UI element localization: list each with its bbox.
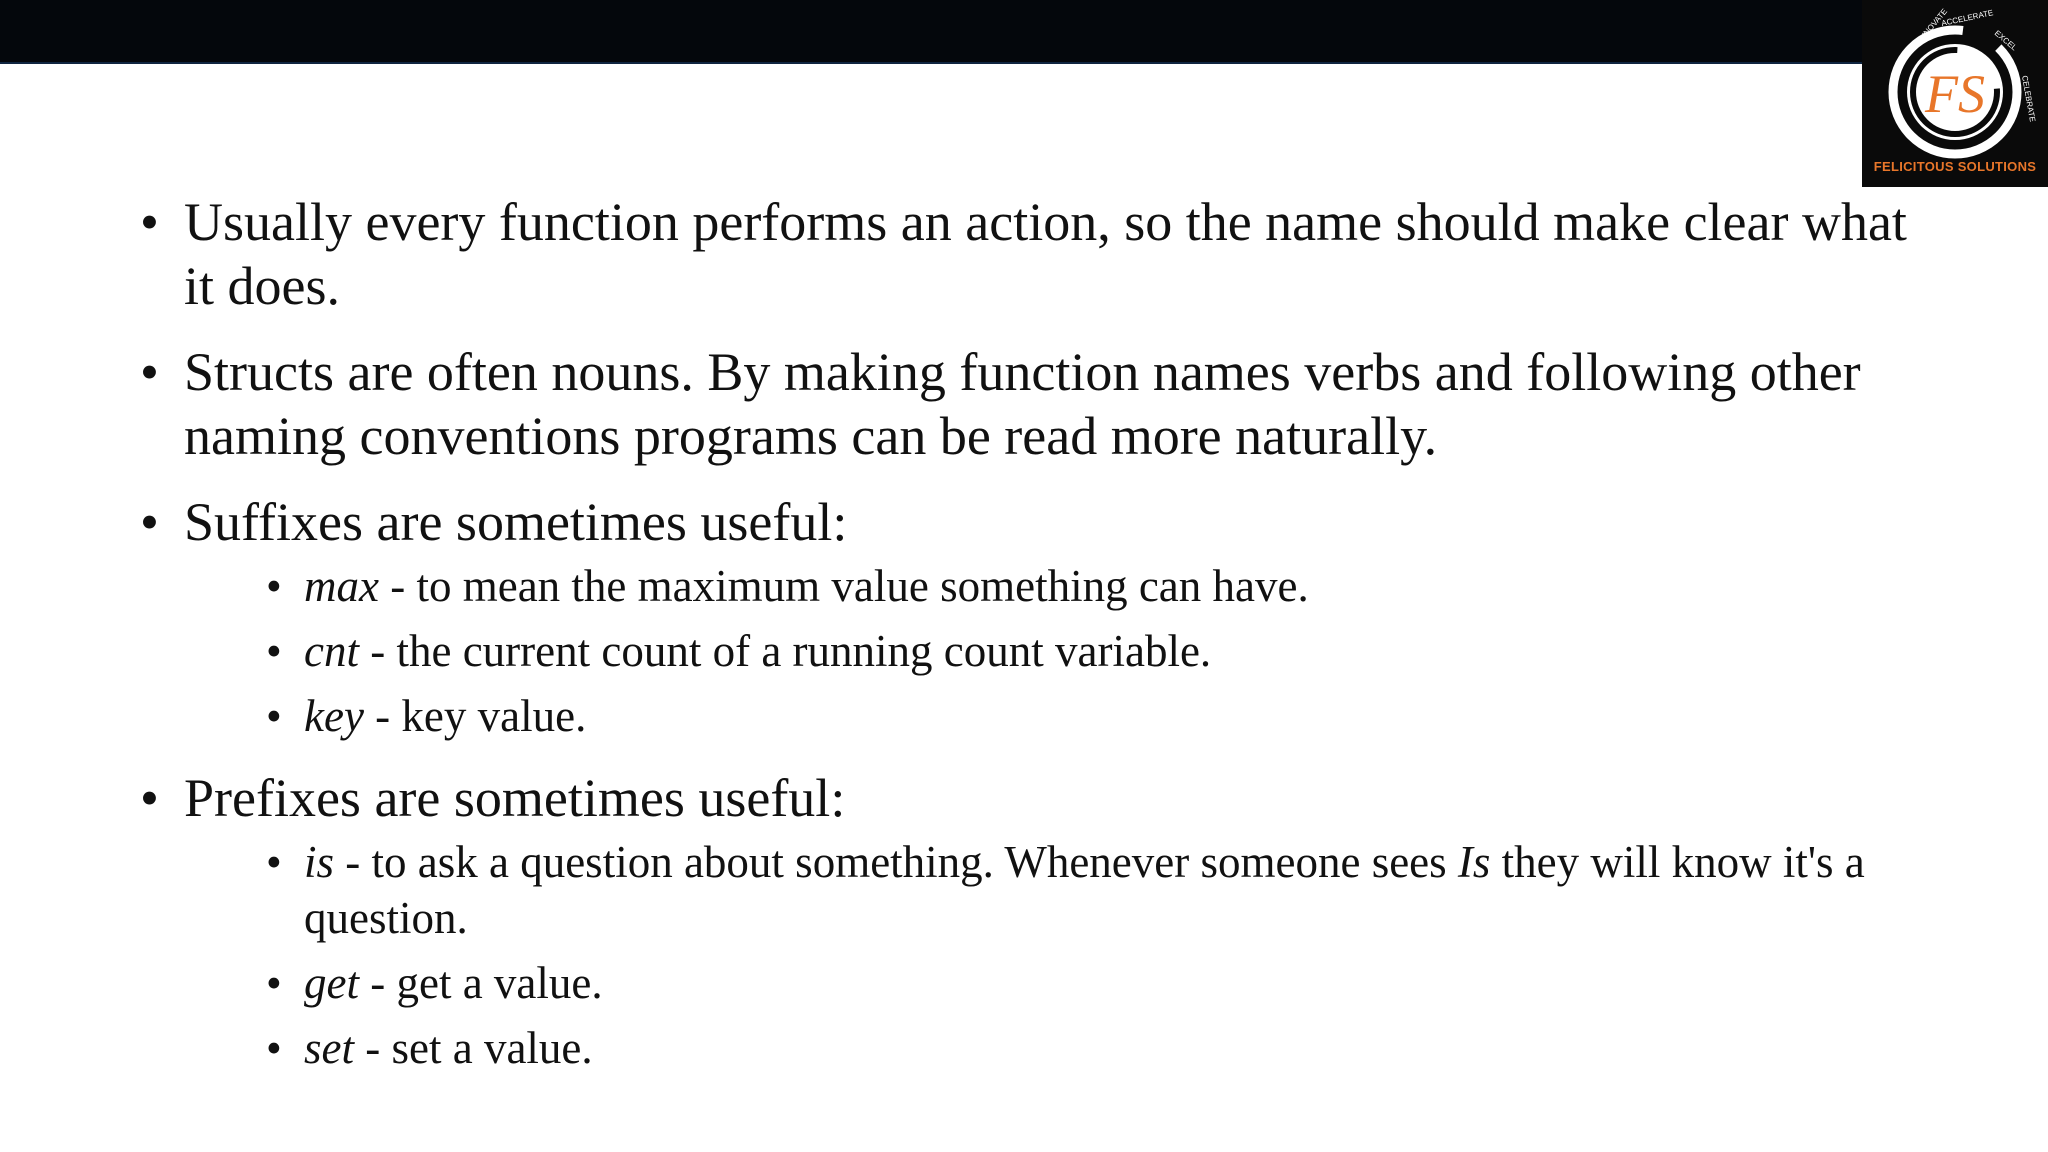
logo-ring-word: CELEBRATE (2020, 74, 2038, 123)
sub-bullet-item (184, 955, 1940, 1011)
prefix-keyword: is (304, 837, 335, 887)
logo-emblem-icon (1862, 0, 2048, 160)
prefix-keyword-inline: Is (1457, 837, 1491, 887)
slide-content (140, 190, 1940, 1098)
prefix-description: - to ask a question about something. Whenever someone sees (334, 837, 1458, 887)
logo-ring-word: ACCELERATE (1940, 8, 1995, 28)
bullet-icon: • (266, 626, 282, 676)
prefix-description: - set a value. (354, 1023, 593, 1073)
bullet-item (140, 490, 1940, 744)
logo-ring-word: EXCEL (1992, 28, 2019, 53)
bullet-icon: • (140, 492, 159, 552)
prefix-keyword: set (304, 1023, 354, 1073)
sub-bullet-item (184, 558, 1940, 614)
bullet-icon: • (266, 837, 282, 887)
sub-bullet-item (184, 623, 1940, 679)
logo-monogram: FS (1925, 64, 1985, 124)
sub-bullet-list (184, 834, 1940, 1076)
bullet-icon: • (266, 561, 282, 611)
prefix-keyword: get (304, 958, 359, 1008)
sub-bullet-item (184, 834, 1940, 946)
bullet-text: Suffixes are sometimes useful: (184, 492, 848, 552)
bullet-icon: • (140, 768, 159, 828)
prefix-description-continued: they will know it's a question. (304, 837, 1865, 943)
bullet-item (140, 340, 1940, 468)
suffix-description: - to mean the maximum value something can have. (378, 561, 1309, 611)
bullet-item (140, 766, 1940, 1076)
logo-company-name: FELICITOUS SOLUTIONS (1873, 159, 2037, 174)
prefix-description: - get a value. (358, 958, 603, 1008)
sub-bullet-item (184, 1020, 1940, 1076)
bullet-text: Prefixes are sometimes useful: (184, 768, 846, 828)
suffix-keyword: max (304, 561, 379, 611)
bullet-icon: • (140, 192, 159, 252)
sub-bullet-item (184, 688, 1940, 744)
sub-bullet-list (184, 558, 1940, 744)
bullet-icon: • (266, 958, 282, 1008)
company-logo (1862, 0, 2048, 187)
bullet-icon: • (266, 1023, 282, 1073)
bullet-icon: • (140, 342, 159, 402)
bullet-item (140, 190, 1940, 318)
bullet-list (140, 190, 1940, 1076)
suffix-keyword: cnt (304, 626, 359, 676)
bullet-text: Structs are often nouns. By making function names verbs and following other naming conventions programs can be read more naturally. (184, 342, 1861, 466)
bullet-icon: • (266, 691, 282, 741)
suffix-description: - the current count of a running count variable. (358, 626, 1212, 676)
bullet-text: Usually every function performs an action, so the name should make clear what it does. (184, 192, 1907, 316)
logo-ring-word: INNOVATE (1916, 7, 1950, 44)
title-bar (0, 0, 2048, 64)
suffix-description: - key value. (363, 691, 587, 741)
suffix-keyword: key (304, 691, 364, 741)
